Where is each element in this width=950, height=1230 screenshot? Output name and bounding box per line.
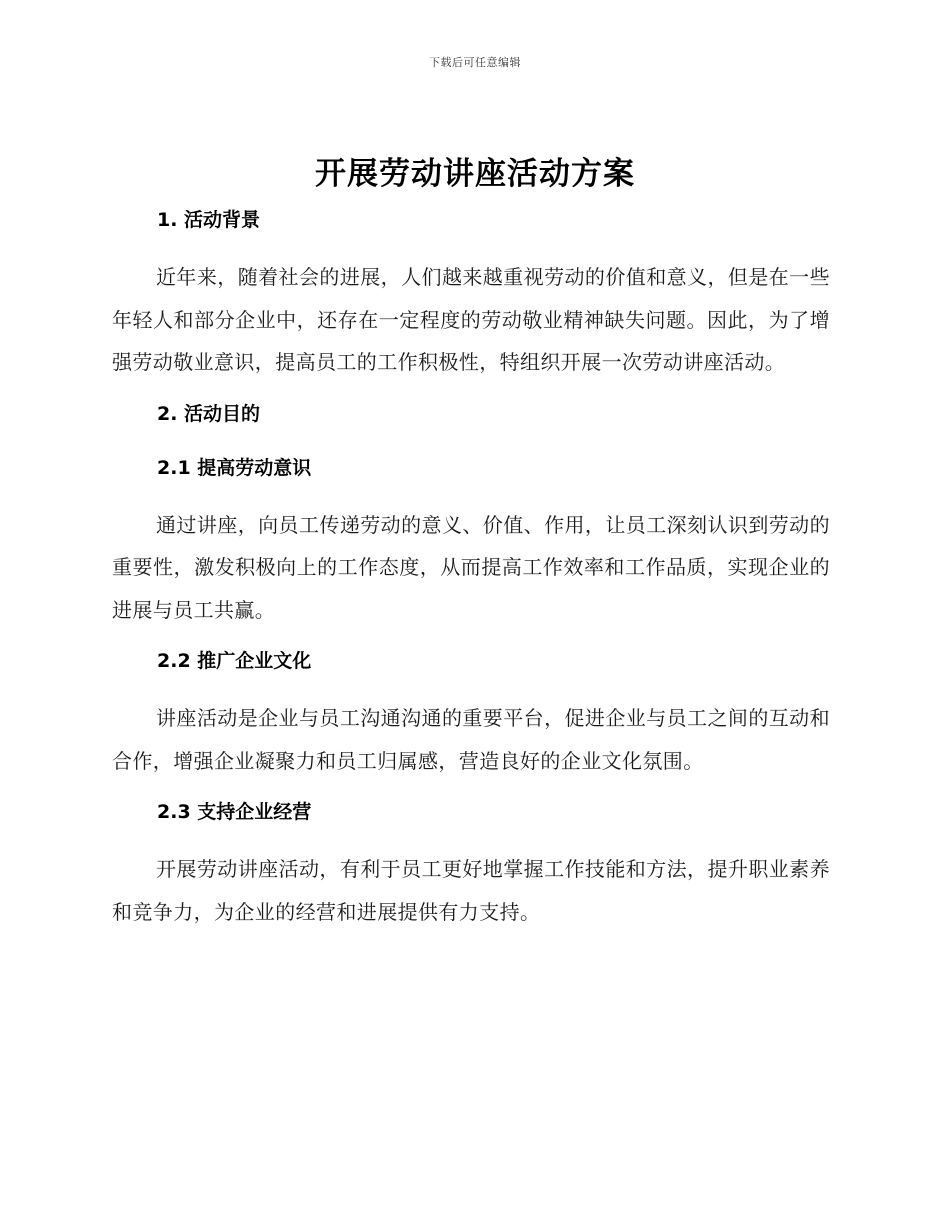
subsection-heading-operations: 2.3 支持企业经营 (157, 801, 312, 823)
subsection-paragraph-culture: 讲座活动是企业与员工沟通沟通的重要平台，促进企业与员工之间的互动和合作，增强企业凝聚力和员工归属感，营造良好的企业文化氛围。 (112, 706, 830, 773)
section-heading-background: 1. 活动背景 (157, 209, 261, 231)
subsection-paragraph-operations: 开展劳动讲座活动，有利于员工更好地掌握工作技能和方法，提升职业素养和竞争力，为企业的经营和进展提供有力支持。 (112, 857, 830, 924)
document-body (112, 206, 830, 933)
section-paragraph-background: 近年来，随着社会的进展，人们越来越重视劳动的价值和意义，但是在一些年轻人和部分企业中，还存在一定程度的劳动敬业精神缺失问题。因此，为了增强劳动敬业意识，提高员工的工作积极性，特组织开展一次劳动讲座活动。 (112, 265, 830, 374)
subsection-heading-awareness: 2.1 提高劳动意识 (157, 456, 312, 479)
subsection-heading-culture: 2.2 推广企业文化 (157, 650, 312, 672)
document-title: 开展劳动讲座活动方案 (315, 156, 635, 192)
page-header: 下载后可任意编辑 (429, 56, 521, 69)
section-heading-purpose: 2. 活动目的 (157, 402, 261, 425)
subsection-paragraph-awareness: 通过讲座，向员工传递劳动的意义、价值、作用，让员工深刻认识到劳动的重要性，激发积极向上的工作态度，从而提高工作效率和工作品质，实现企业的进展与员工共赢。 (112, 512, 830, 622)
